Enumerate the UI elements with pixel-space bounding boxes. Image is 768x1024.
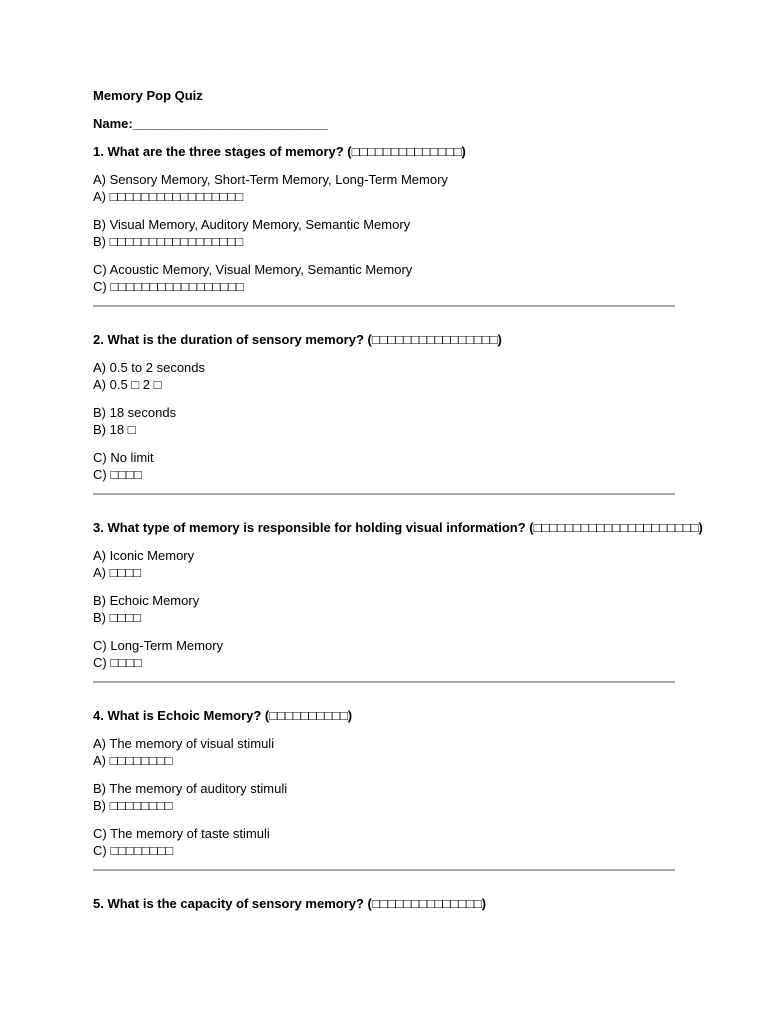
answer-option (93, 735, 675, 769)
quiz-title: Memory Pop Quiz (93, 88, 203, 103)
answer-option (93, 780, 675, 814)
section-divider (93, 493, 675, 495)
option-text-chinese: A) 0.5 □ 2 □ (93, 377, 162, 392)
option-text-chinese: A) □□□□□□□□ (93, 753, 173, 768)
option-text-chinese: B) 18 □ (93, 422, 136, 437)
answer-option (93, 216, 675, 250)
answer-option (93, 637, 675, 671)
section-divider (93, 869, 675, 871)
section-divider (93, 305, 675, 307)
option-text-english: C) The memory of taste stimuli (93, 826, 270, 841)
option-text-chinese: C) □□□□□□□□□□□□□□□□□ (93, 279, 244, 294)
question-text: 3. What type of memory is responsible for holding visual information? (□□□□□□□□□□□□□□□□□□□□□) (93, 520, 703, 535)
option-text-chinese: C) □□□□ (93, 655, 142, 670)
option-text-english: B) Visual Memory, Auditory Memory, Semantic Memory (93, 217, 411, 232)
option-text-chinese: A) □□□□□□□□□□□□□□□□□ (93, 189, 244, 204)
question-block (93, 708, 675, 871)
option-text-english: C) Long-Term Memory (93, 638, 224, 653)
option-text-chinese: C) □□□□□□□□ (93, 843, 174, 858)
question-block (93, 896, 675, 912)
option-text-english: B) Echoic Memory (93, 593, 200, 608)
option-text-english: A) 0.5 to 2 seconds (93, 360, 206, 375)
question-text: 4. What is Echoic Memory? (□□□□□□□□□□) (93, 708, 353, 723)
question-block (93, 144, 675, 307)
name-field-label: Name:___________________________ (93, 116, 328, 131)
quiz-content (93, 88, 703, 912)
option-text-chinese: B) □□□□□□□□□□□□□□□□□ (93, 234, 244, 249)
question-block (93, 332, 675, 495)
option-text-english: C) No limit (93, 450, 154, 465)
option-text-english: B) The memory of auditory stimuli (93, 781, 288, 796)
answer-option (93, 171, 675, 205)
option-text-english: A) Sensory Memory, Short-Term Memory, Long-Term Memory (93, 172, 448, 187)
option-text-english: A) The memory of visual stimuli (93, 736, 275, 751)
answer-option (93, 359, 675, 393)
option-text-english: A) Iconic Memory (93, 548, 195, 563)
answer-option (93, 261, 675, 295)
option-text-chinese: B) □□□□□□□□ (93, 798, 173, 813)
question-text: 2. What is the duration of sensory memory? (□□□□□□□□□□□□□□□□) (93, 332, 502, 347)
answer-option (93, 547, 675, 581)
section-divider (93, 681, 675, 683)
answer-option (93, 825, 675, 859)
question-block (93, 520, 703, 683)
option-text-english: B) 18 seconds (93, 405, 177, 420)
option-text-chinese: C) □□□□ (93, 467, 142, 482)
answer-option (93, 449, 675, 483)
option-text-english: C) Acoustic Memory, Visual Memory, Semantic Memory (93, 262, 413, 277)
answer-option (93, 404, 675, 438)
answer-option (93, 592, 675, 626)
question-text: 5. What is the capacity of sensory memory? (□□□□□□□□□□□□□□) (93, 896, 487, 911)
question-text: 1. What are the three stages of memory? (□□□□□□□□□□□□□□) (93, 144, 466, 159)
option-text-chinese: A) □□□□ (93, 565, 142, 580)
option-text-chinese: B) □□□□ (93, 610, 142, 625)
